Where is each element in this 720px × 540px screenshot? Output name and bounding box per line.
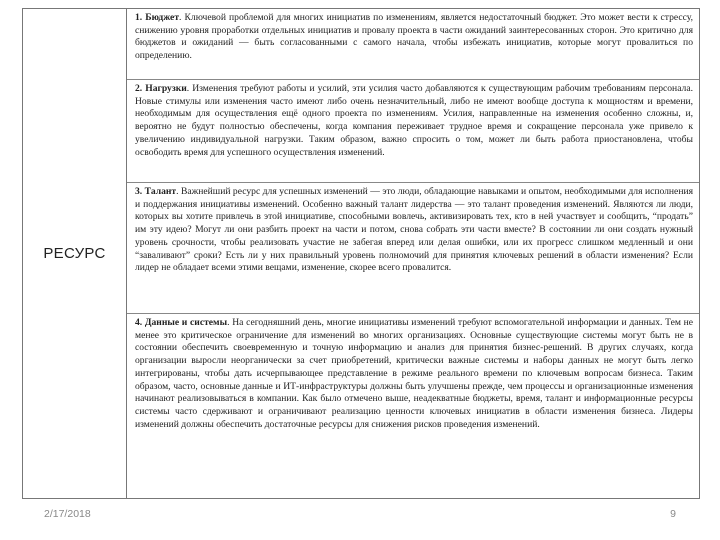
- section-data-systems: [127, 314, 699, 498]
- section-heading: 4. Данные и системы: [135, 317, 228, 328]
- page-number: 9: [670, 508, 676, 520]
- section-body: Важнейший ресурс для успешных изменений — это люди, обладающие навыками и опытом, необходимыми для исполнения и поддержания инициативы изменений. Особенно важный талант лидерства — это талант проведения изменений. Являются ли люди, которых вы хотите привлечь в этой инициативе, способными вовлечь, активизировать тех, кто в ней участвует и сообщить, “продать” им эту идею? Могут ли они разбить проект на части и потом, снова собрать эти части вместе? В состоянии ли они создать нужный уровень срочности, чтобы реализовать участие не забегая вперед или делая ошибки, или их прогресс слишком медленный и они “заваливают” сроки? Есть ли у них правильный уровень полномочий для принятия ключевых решений в области изменения? Если лидер не обладает всеми этими вещами, изменение, скорее всего провалится.: [135, 186, 693, 274]
- section-separator: .: [186, 83, 193, 94]
- left-label-cell: [23, 9, 127, 498]
- section-budget: [127, 9, 699, 80]
- section-talent: [127, 183, 699, 314]
- section-separator: .: [179, 12, 185, 23]
- sections-column: [127, 9, 699, 498]
- section-heading: 2. Нагрузки: [135, 83, 187, 94]
- section-body: На сегодняшний день, многие инициативы изменений требуют вспомогательной информации и данных. Тем не менее это критическое ограничение для изменений во многих организациях. Основные существующие системы могут быть не в состоянии обеспечить своевременную и точную информацию и анализ для принятия бизнес-решений. В других случаях, когда организации выросли неорганически за счет приобретений, критически важные системы и наборы данных не могут быть легко интегрированы, чтобы дать исчерпывающее представление в режиме реального времени по ключевым вопросам бизнеса. Таким образом, часто, основные данные и ИТ-инфраструктуры должны быть улучшены прежде, чем процессы и организационные изменения начинают реализовываться в компании. Как было отмечено выше, неадекватные бюджеты, время, талант и информационные ресурсы системы часто сдерживают и ограничивают реализацию ценности ключевых инициатив в области изменения бизнеса. Лидеры изменений должны обеспечить достаточные ресурсы для снижения рисков проведения изменений.: [135, 317, 694, 430]
- section-workload: [127, 80, 699, 183]
- content-table: [22, 8, 700, 499]
- section-separator: .: [227, 317, 233, 328]
- section-heading: 1. Бюджет: [135, 12, 180, 23]
- resource-label: РЕСУРС: [43, 245, 106, 262]
- section-body: Ключевой проблемой для многих инициатив по изменениям, является недостаточный бюджет. Это может вести к стрессу, снижению уровня проработки отдельных инициатив и провалу проекта в части ожиданий заинтересованных сторон. Это критично для бюджетов и ожиданий — быть согласованными с самого начала, чтобы избежать инициатив, которые могут провалиться по определению.: [135, 12, 694, 62]
- section-heading: 3. Талант: [135, 186, 177, 197]
- footer-date: 2/17/2018: [44, 508, 91, 520]
- section-body: Изменения требуют работы и усилий, эти усилия часто добавляются к существующим рабочим требованиям персонала. Новые стимулы или изменения часто имеют либо очень незначительный, либо не имеют вообще доступа к мощностям и времени, необходимым для осуществления ещё одного проекта по изменениям. Усилия, направленные на изменения особенно сложны, и, вероятно не будут полностью обеспечены, когда компания переживает трудное время и сокращение персонала уже привело к увеличению индивидуальной нагрузки. Таким образом, важно спросить о том, может ли быть работа приостановлена, чтобы освободить время для успешного осуществления изменений.: [135, 83, 693, 158]
- section-separator: .: [176, 186, 181, 197]
